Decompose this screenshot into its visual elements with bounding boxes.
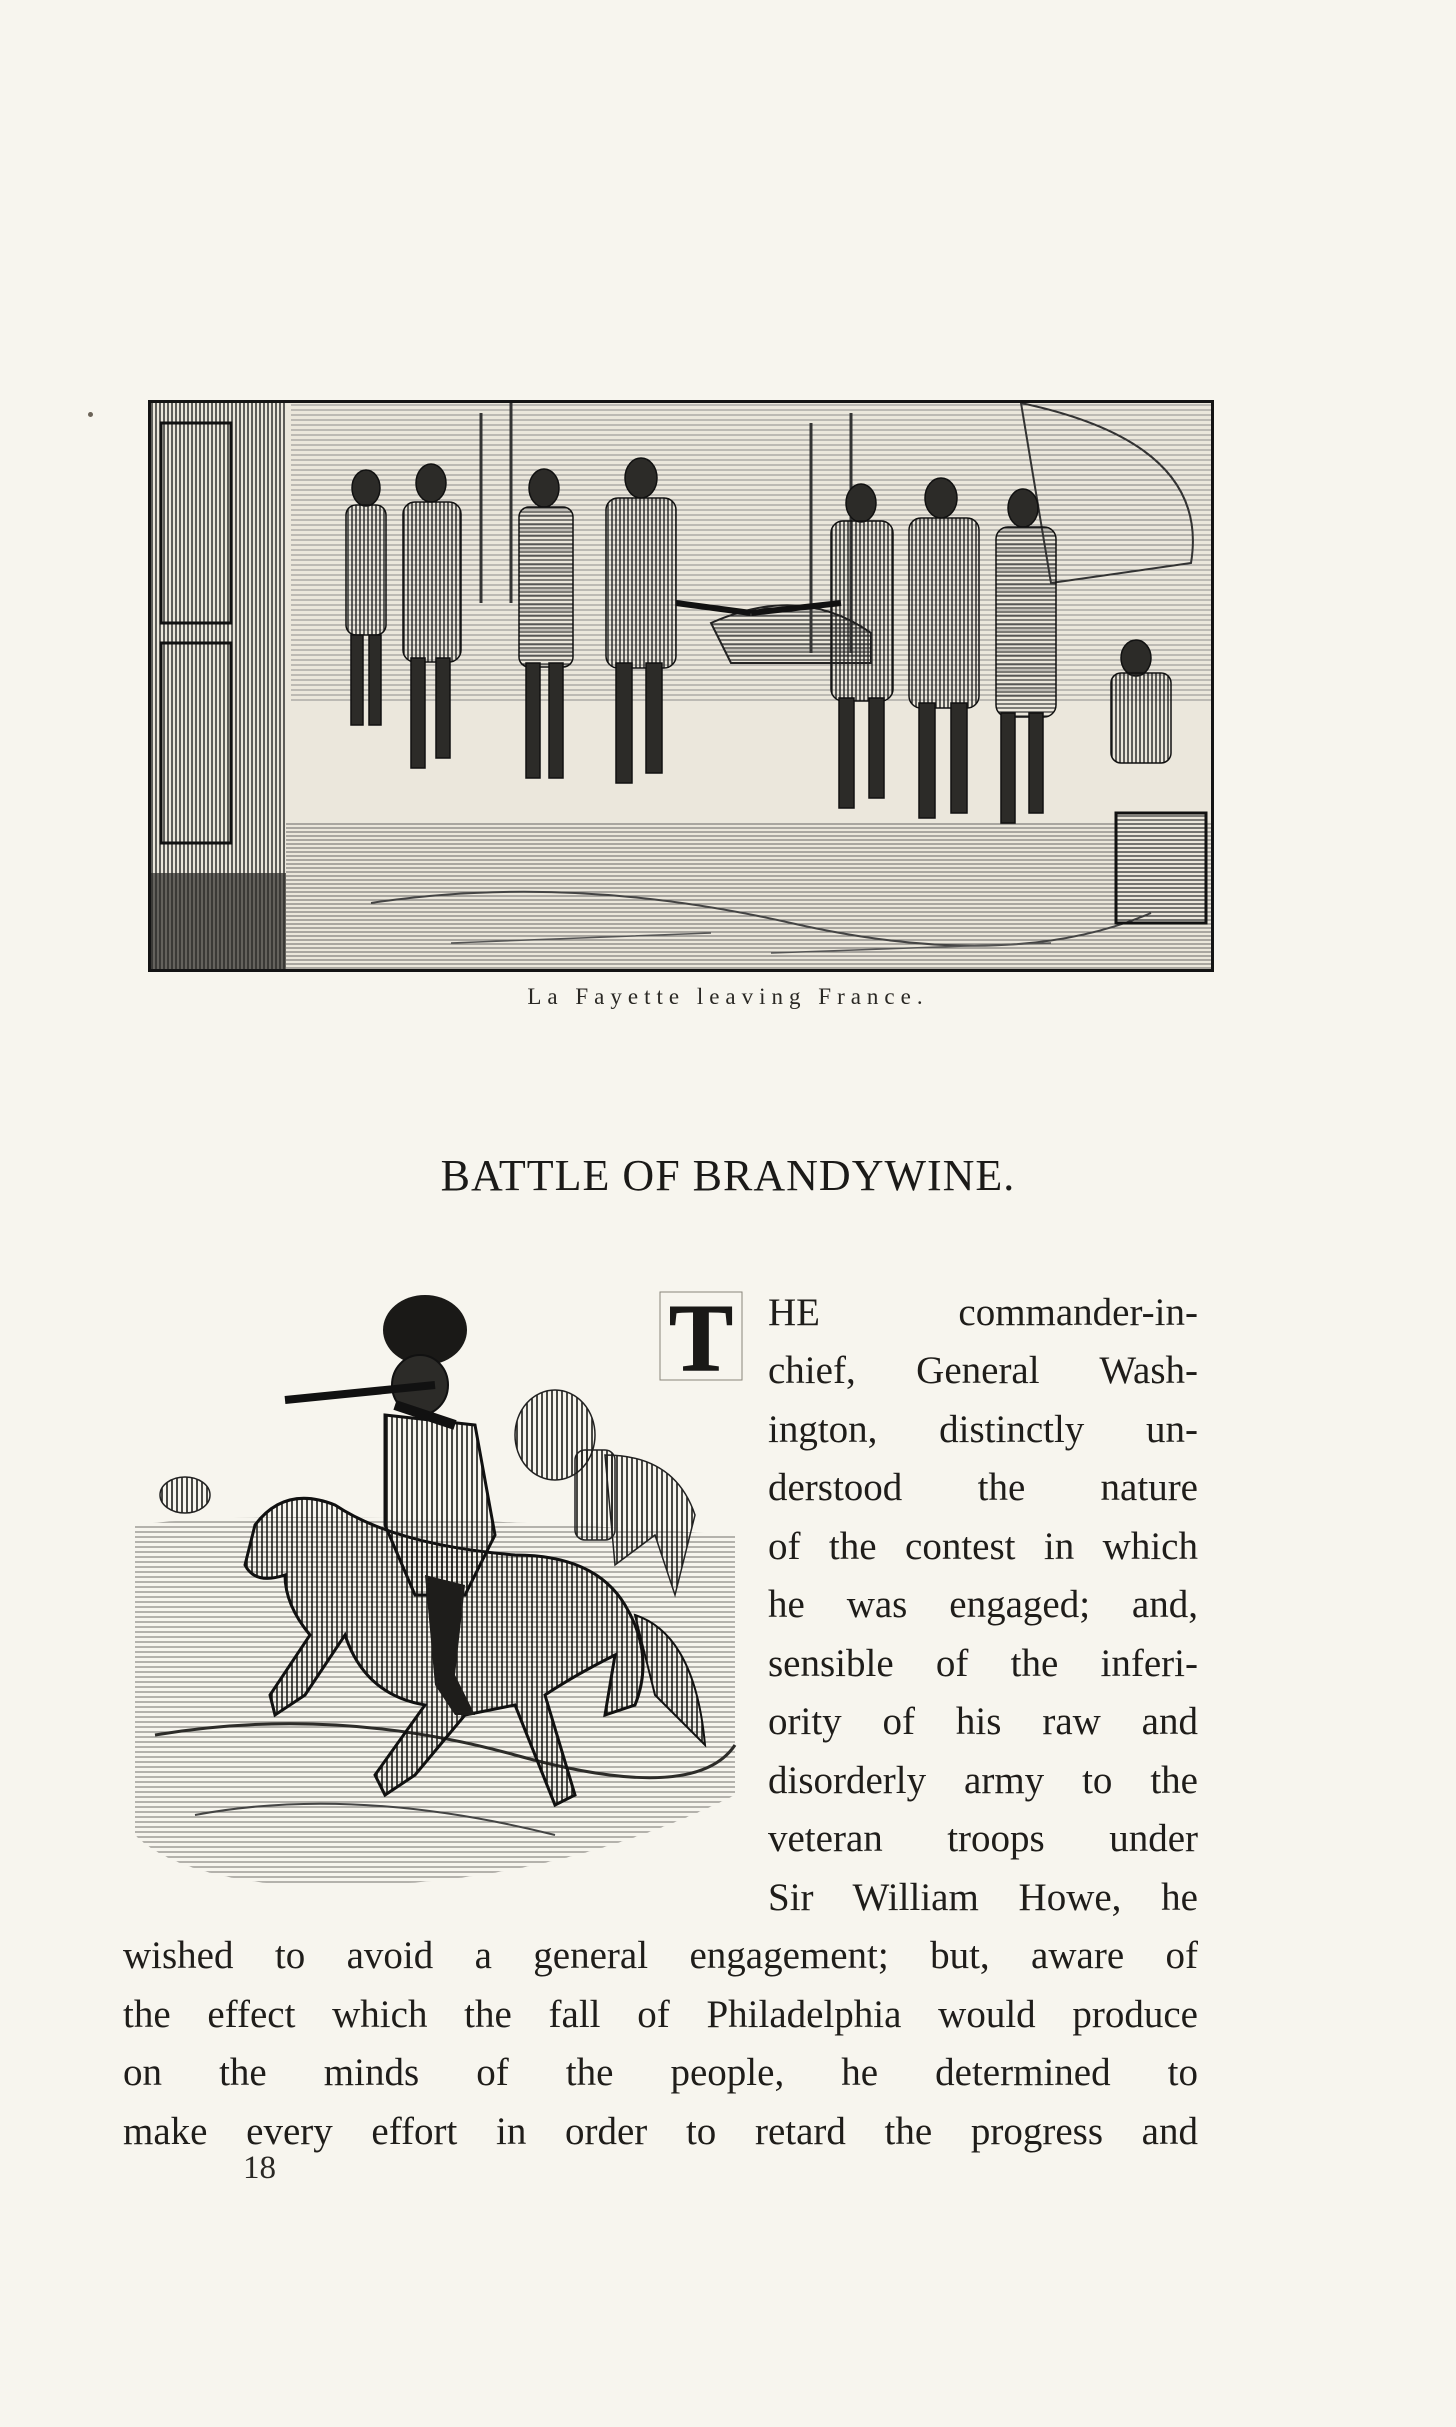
text-line: chief, General Wash-: [768, 1349, 1198, 1392]
text-line: on the minds of the people, he determined to: [123, 2051, 1198, 2094]
drop-cap-letter: T: [668, 1288, 734, 1384]
figure-caption: La Fayette leaving France.: [527, 984, 929, 1009]
rider-illustration: [135, 1275, 740, 1900]
text-line: HE commander-in-: [768, 1291, 1198, 1334]
text-line: make every effort in order to retard the progress and: [123, 2110, 1198, 2153]
engraving-rider: [135, 1275, 740, 1900]
text-line: the effect which the fall of Philadelphia would produce: [123, 1993, 1198, 2036]
text-line: veteran troops under: [768, 1817, 1198, 1860]
text-line: wished to avoid a general engagement; but, aware of: [123, 1934, 1198, 1977]
drop-cap: [658, 1288, 744, 1384]
text-line: disorderly army to the: [768, 1759, 1198, 1802]
text-line: he was engaged; and,: [768, 1583, 1198, 1626]
engraving-illustration: [151, 403, 1211, 969]
drop-cap-glyph: [658, 1288, 744, 1384]
chapter-heading: BATTLE OF BRANDYWINE.: [440, 1151, 1016, 1200]
page-number: 18: [243, 2150, 276, 2186]
text-line: ington, distinctly un-: [768, 1408, 1198, 1451]
engraving-lafayette-leaving-france: [148, 400, 1214, 972]
text-line: Sir William Howe, he: [768, 1876, 1198, 1919]
text-line: sensible of the inferi-: [768, 1642, 1198, 1685]
text-line: ority of his raw and: [768, 1700, 1198, 1743]
paper-speck: [88, 412, 93, 417]
text-line: of the contest in which: [768, 1525, 1198, 1568]
text-line: derstood the nature: [768, 1466, 1198, 1509]
